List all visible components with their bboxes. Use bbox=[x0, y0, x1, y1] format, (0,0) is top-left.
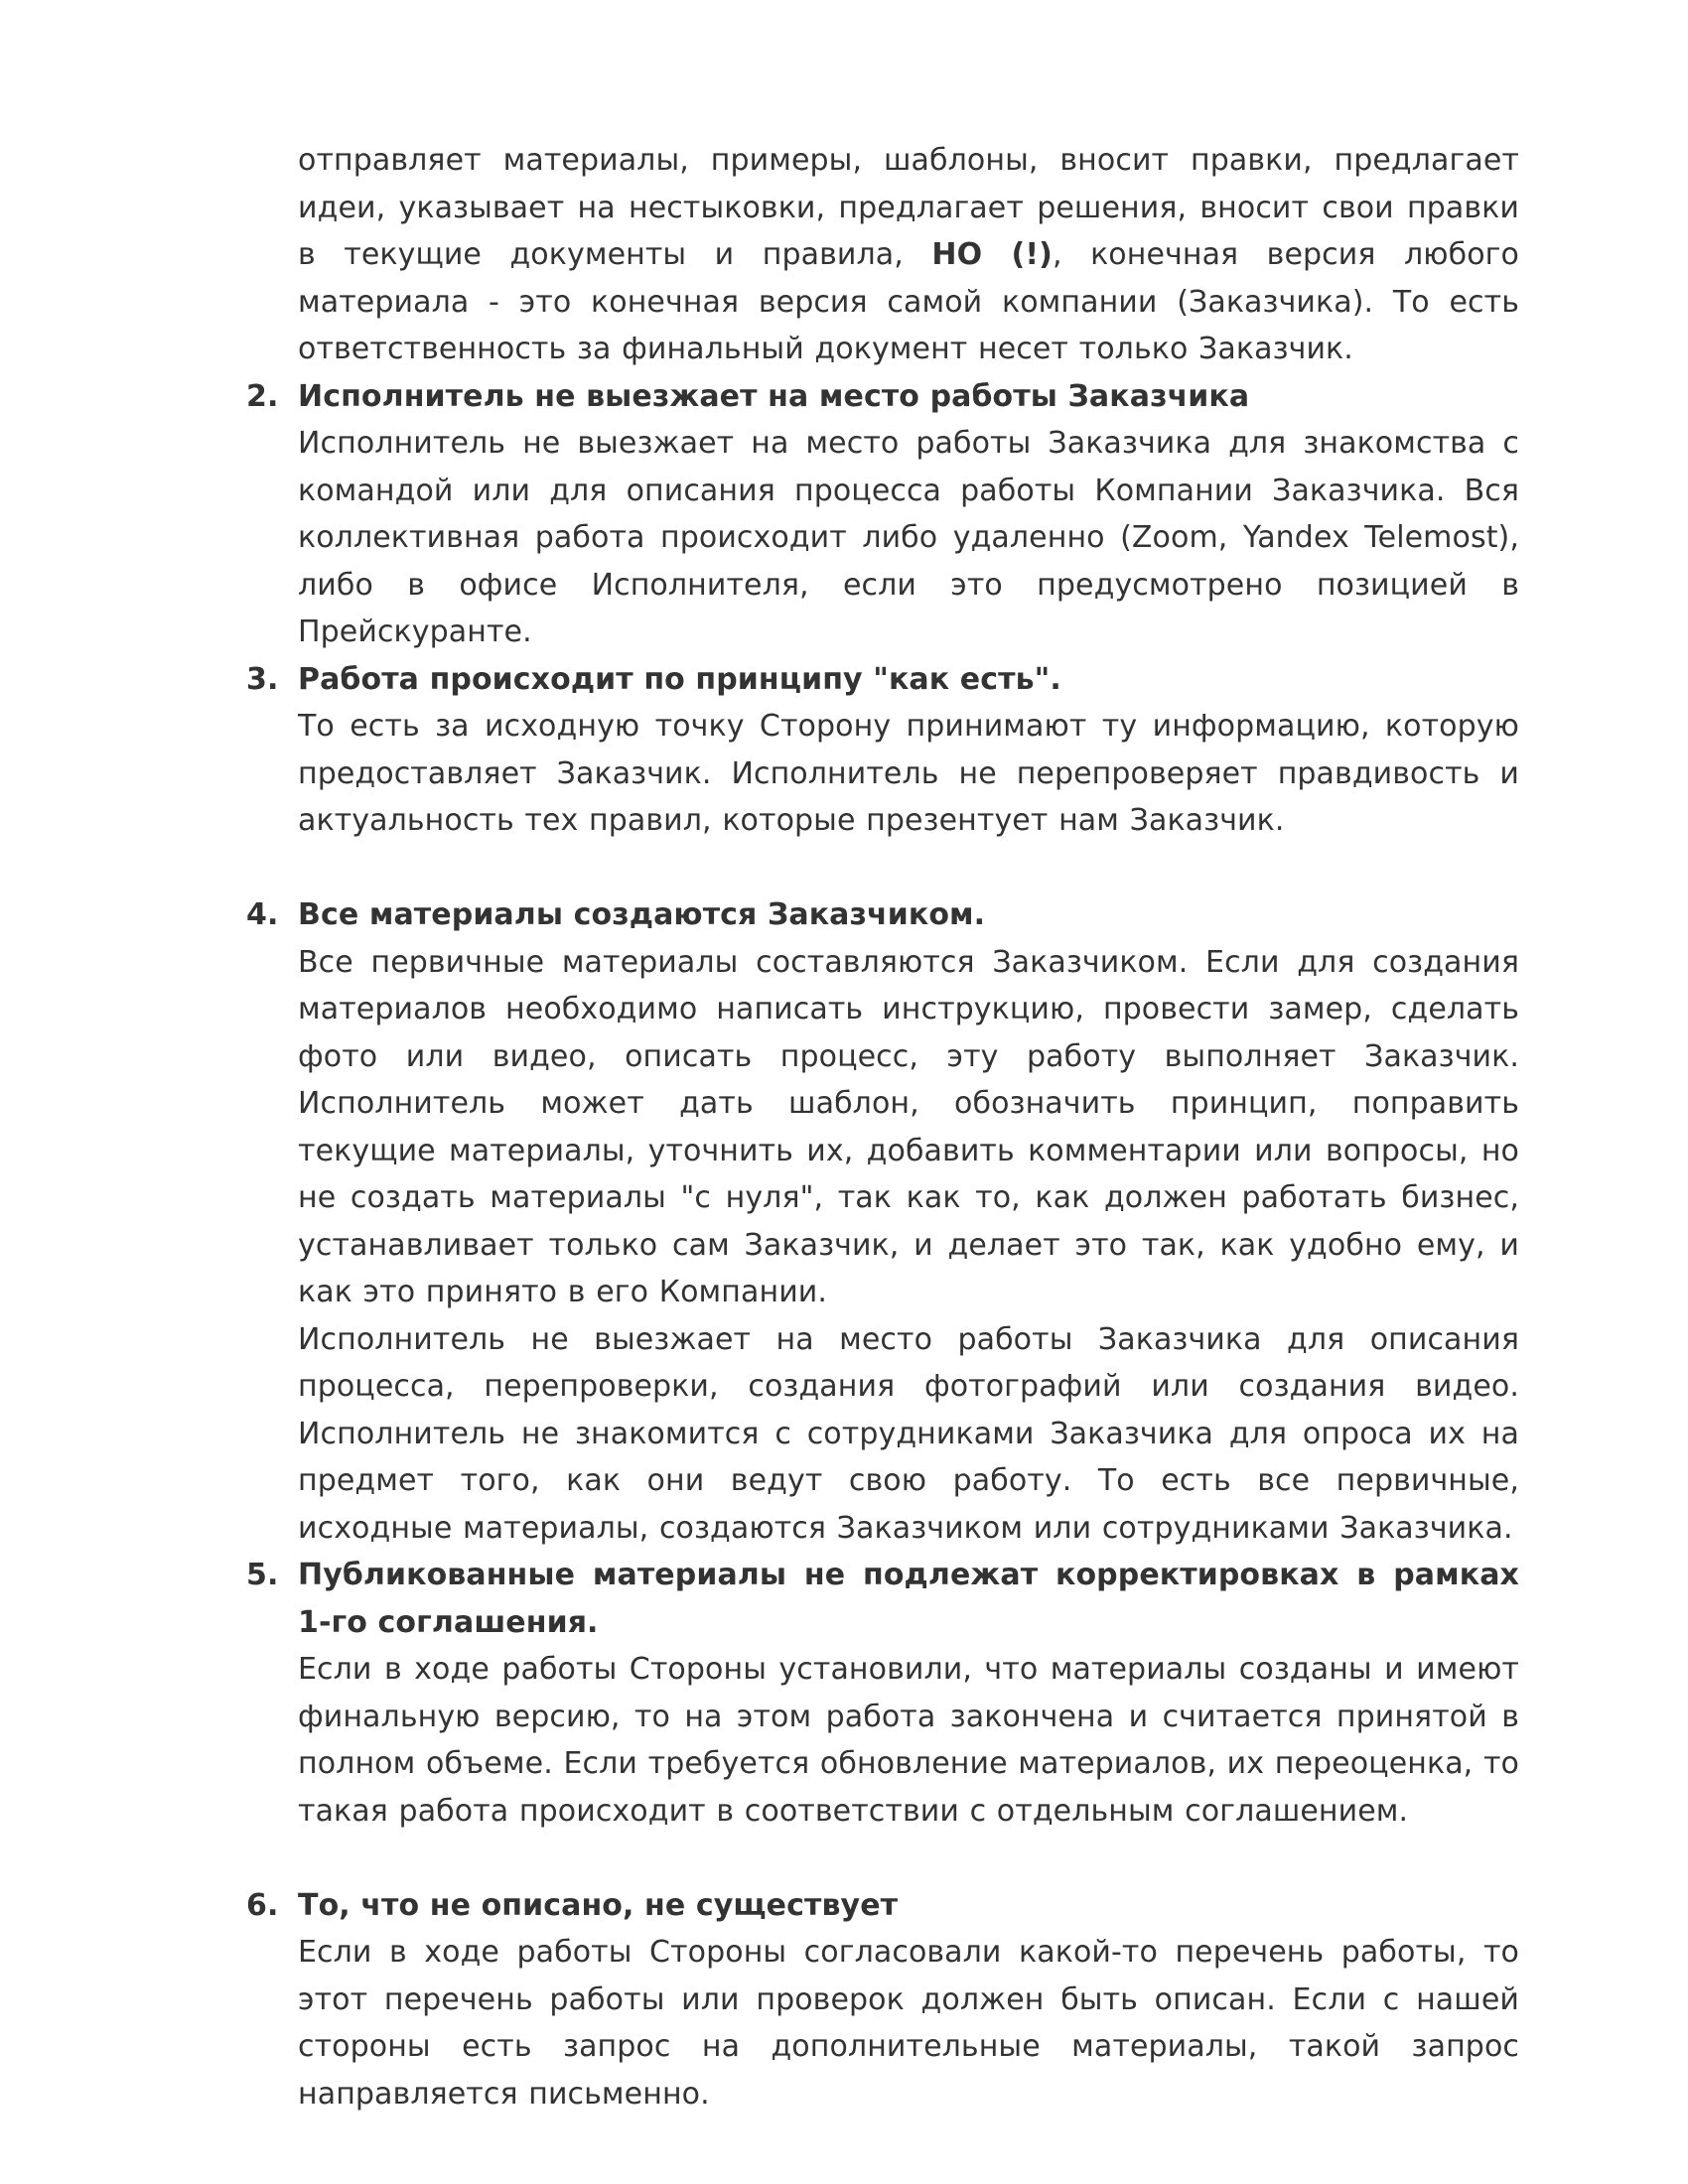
list-item-heading: Работа происходит по принципу "как есть". bbox=[298, 661, 1061, 697]
intro-paragraph bbox=[298, 137, 1519, 373]
list-item-paragraph: Исполнитель не выезжает на место работы Заказчика для описания процесса, перепроверки, создания фотографий или создания видео. Исполнитель не знакомится с сотрудниками Заказчика для опроса их на предмет того, как они ведут свою работу. То есть все первичные, исходные материалы, создаются Заказчиком или сотрудниками Заказчика. bbox=[298, 1321, 1519, 1546]
list-item-heading: Исполнитель не выезжает на место работы Заказчика bbox=[298, 378, 1250, 414]
list-item-heading: Все материалы создаются Заказчиком. bbox=[298, 897, 986, 932]
list-item-number: 6. bbox=[246, 1887, 279, 1923]
intro-emphasis: НО (!) bbox=[931, 237, 1053, 272]
spacer bbox=[298, 845, 1519, 892]
list-item-2 bbox=[246, 373, 1519, 656]
intro-text-before: отправляет материалы, примеры, шаблоны, вносит правки, предлагает идеи, указывает на нестыковки, предлагает решения, вносит свои правки в текущие документы и правила, bbox=[298, 143, 1519, 272]
intro-text-after: , конечная версия любого материала - это конечная версия самой компании (Заказчика). То есть ответственность за финальный документ несет только Заказчик. bbox=[298, 237, 1519, 366]
list-item-number: 3. bbox=[246, 661, 279, 697]
list-item-paragraph: Если в ходе работы Стороны согласовали какой-то перечень работы, то этот перечень работы или проверок должен быть описан. Если с нашей стороны есть запрос на дополнительные материалы, такой запрос направляется письменно. bbox=[298, 1935, 1519, 2112]
list-item-5 bbox=[246, 1552, 1519, 1835]
list-item-paragraph: Все первичные материалы составляются Заказчиком. Если для создания материалов необходимо написать инструкцию, провести замер, сделать фото или видео, описать процесс, эту работу выполняет Заказчик. Исполнитель может дать шаблон, обозначить принцип, поправить текущие материалы, уточнить их, добавить комментарии или вопросы, но не создать материалы "с нуля", так как то, как должен работать бизнес, устанавливает только сам Заказчик, и делает это так, как удобно ему, и как это принято в его Компании. bbox=[298, 944, 1519, 1309]
list-item-heading: То, что не описано, не существует bbox=[298, 1887, 899, 1923]
spacer bbox=[298, 1835, 1519, 1882]
list-item-paragraph: Если в ходе работы Стороны установили, что материалы созданы и имеют финальную версию, то на этом работа закончена и считается принятой в полном объеме. Если требуется обновление материалов, их переоценка, то такая работа происходит в соответствии с отдельным соглашением. bbox=[298, 1652, 1519, 1829]
list-item-4 bbox=[246, 891, 1519, 1552]
document-body bbox=[246, 137, 1519, 2117]
list-item-heading: Публикованные материалы не подлежат корректировках в рамках 1-го соглашения. bbox=[298, 1558, 1519, 1640]
list-item-6 bbox=[246, 1882, 1519, 2118]
list-item-number: 4. bbox=[246, 897, 279, 932]
list-item-number: 2. bbox=[246, 378, 279, 414]
list-item-paragraph: То есть за исходную точку Сторону принимают ту информацию, которую предоставляет Заказчик. Исполнитель не перепроверяет правдивость и актуальность тех правил, которые презентует нам Заказчик. bbox=[298, 709, 1519, 838]
list-item-number: 5. bbox=[246, 1558, 279, 1592]
list-item-paragraph: Исполнитель не выезжает на место работы Заказчика для знакомства с командой или для описания процесса работы Компании Заказчика. Вся коллективная работа происходит либо удаленно (Zoom, Yandex Telemost), либо в офисе Исполнителя, если это предусмотрено позицией в Прейскуранте. bbox=[298, 426, 1519, 649]
list-item-3 bbox=[246, 656, 1519, 845]
